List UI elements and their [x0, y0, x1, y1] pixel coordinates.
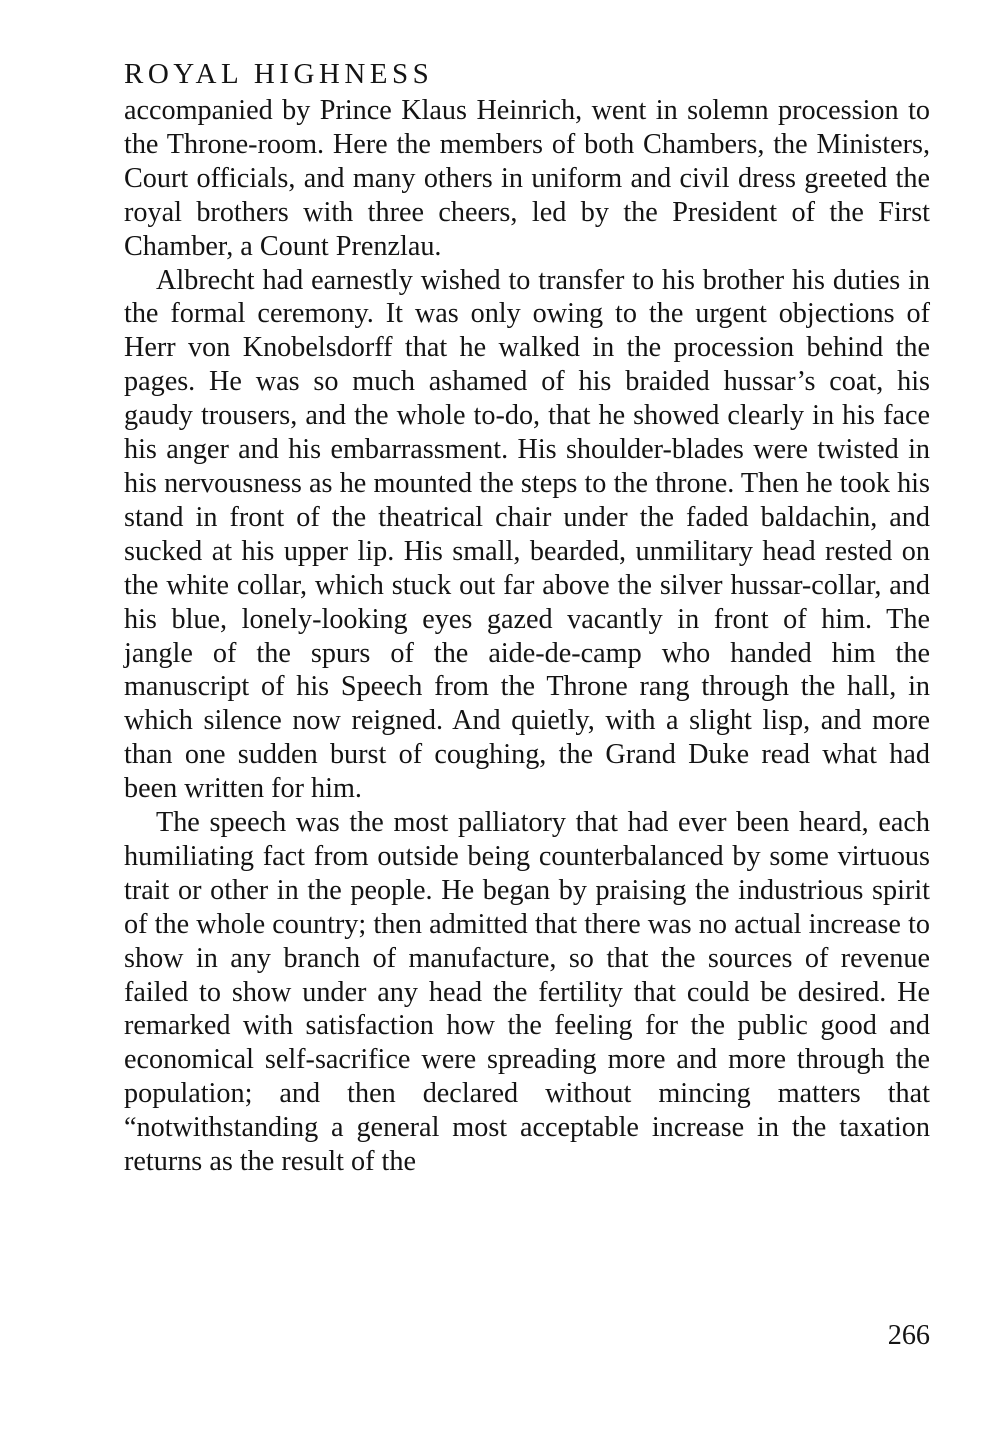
running-head: ROYAL HIGHNESS	[124, 58, 434, 90]
body-text	[124, 94, 930, 1179]
paragraph-continuation: accompanied by Prince Klaus Heinrich, went in solemn procession to the Throne-room. Here the members of both Chambers, the Ministers, Court officials, and many others in uniform and civil dress greeted the royal brothers with three cheers, led by the President of the First Chamber, a Count Prenzlau.	[124, 95, 930, 262]
page-number: 266	[887, 1320, 930, 1351]
book-page	[124, 56, 930, 1351]
paragraph-albrecht: Albrecht had earnestly wished to transfer to his brother his duties in the formal ceremony. It was only owing to the urgent objections of Herr von Knobelsdorff that he walked in the procession behind the pages. He was so much ashamed of his braided hussar’s coat, his gaudy trousers, and the whole to-do, that he showed clearly in his face his anger and his embarrassment. His shoulder-blades were twisted in his nervousness as he mounted the steps to the throne. Then he took his stand in front of the theatrical chair under the faded baldachin, and sucked at his upper lip. His small, bearded, unmilitary head rested on the white collar, which stuck out far above the silver hussar-collar, and his blue, lonely-looking eyes gazed vacantly in front of him. The jangle of the spurs of the aide-de-camp who handed him the manuscript of his Speech from the Throne rang through the hall, in which silence now reigned. And quietly, with a slight lisp, and more than one sudden burst of coughing, the Grand Duke read what had been written for him.	[124, 264, 930, 805]
paragraph-speech: The speech was the most palliatory that had ever been heard, each humiliating fact from outside being counterbalanced by some virtuous trait or other in the people. He began by praising the industrious spirit of the whole country; then admitted that there was no actual increase to show in any branch of manufacture, so that the sources of revenue failed to show under any head the fertility that could be desired. He remarked with satisfaction how the feeling for the public good and economical self-sacrifice were spreading more and more through the population; and then declared without mincing matters that “notwithstanding a general most acceptable increase in the taxation returns as the result of the	[124, 807, 930, 1178]
